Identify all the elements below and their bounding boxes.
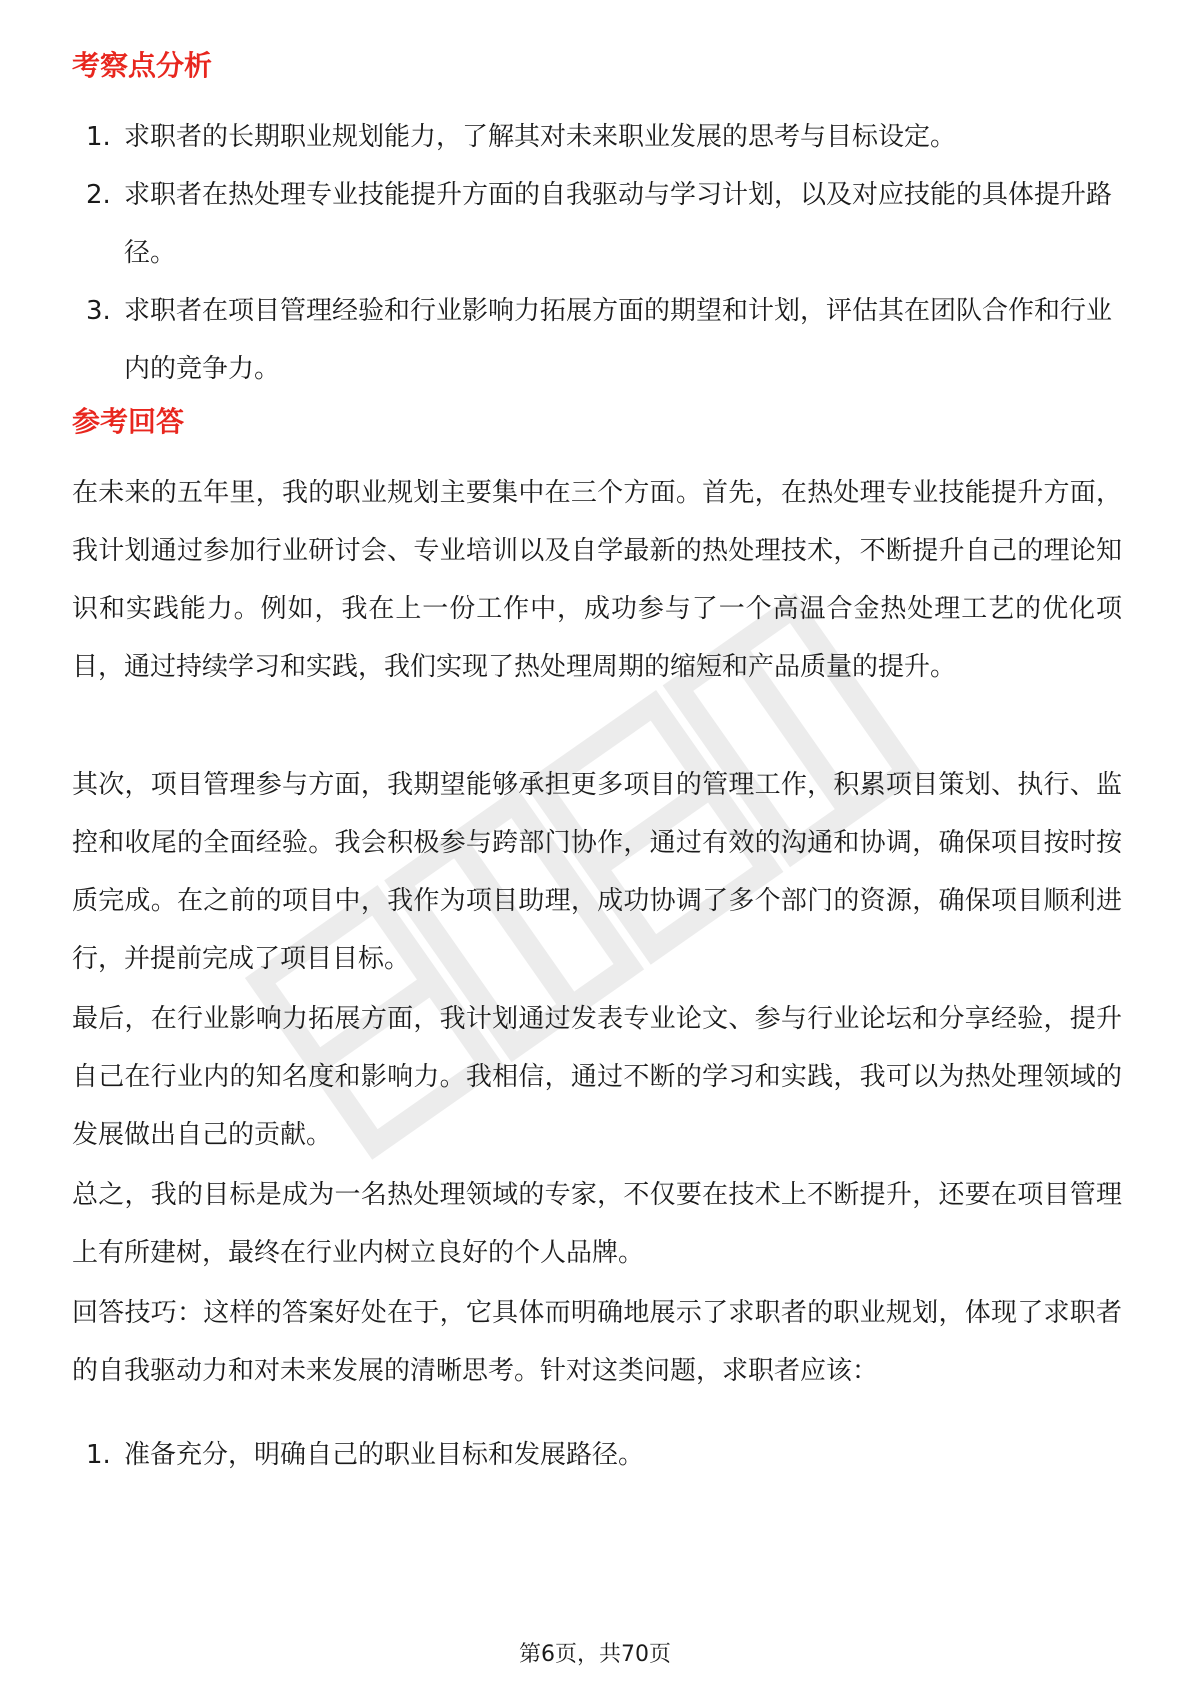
list-item-text: 求职者在热处理专业技能提升方面的自我驱动与学习计划，以及对应技能的具体提升路径。 bbox=[124, 180, 1113, 268]
list-item bbox=[72, 108, 1122, 166]
list-item-number: 2. bbox=[86, 180, 111, 210]
section-heading-analysis: 考察点分析 bbox=[72, 49, 213, 82]
list-item-number: 1. bbox=[86, 122, 111, 152]
list-item bbox=[72, 1426, 1122, 1484]
list-item-number: 3. bbox=[86, 296, 111, 326]
list-item-text: 求职者的长期职业规划能力，了解其对未来职业发展的思考与目标设定。 bbox=[124, 122, 957, 152]
answer-paragraph: 最后，在行业影响力拓展方面，我计划通过发表专业论文、参与行业论坛和分享经验，提升自己在行业内的知名度和影响力。我相信，通过不断的学习和实践，我可以为热处理领域的发展做出自己的贡献。 bbox=[72, 1004, 1122, 1150]
list-item bbox=[72, 282, 1122, 398]
answer-paragraph: 其次，项目管理参与方面，我期望能够承担更多项目的管理工作，积累项目策划、执行、监控和收尾的全面经验。我会积极参与跨部门协作，通过有效的沟通和协调，确保项目按时按质完成。在之前的项目中，我作为项目助理，成功协调了多个部门的资源，确保项目顺利进行，并提前完成了项目目标。 bbox=[72, 770, 1122, 974]
list-item-number: 1. bbox=[86, 1440, 111, 1470]
answer-paragraph: 在未来的五年里，我的职业规划主要集中在三个方面。首先，在热处理专业技能提升方面，我计划通过参加行业研讨会、专业培训以及自学最新的热处理技术，不断提升自己的理论知识和实践能力。例如，我在上一份工作中，成功参与了一个高温合金热处理工艺的优化项目，通过持续学习和实践，我们实现了热处理周期的缩短和产品质量的提升。 bbox=[72, 478, 1122, 682]
list-item-text: 求职者在项目管理经验和行业影响力拓展方面的期望和计划，评估其在团队合作和行业内的竞争力。 bbox=[124, 296, 1113, 384]
answer-paragraph: 总之，我的目标是成为一名热处理领域的专家，不仅要在技术上不断提升，还要在项目管理上有所建树，最终在行业内树立良好的个人品牌。 bbox=[72, 1180, 1122, 1268]
tips-list bbox=[72, 1426, 1122, 1484]
list-item bbox=[72, 166, 1122, 282]
page-number: 第6页，共70页 bbox=[519, 1642, 671, 1667]
list-item-text: 准备充分，明确自己的职业目标和发展路径。 bbox=[124, 1440, 645, 1470]
analysis-list bbox=[72, 108, 1122, 398]
answer-tips-paragraph: 回答技巧：这样的答案好处在于，它具体而明确地展示了求职者的职业规划，体现了求职者的自我驱动力和对未来发展的清晰思考。针对这类问题，求职者应该： bbox=[72, 1298, 1122, 1386]
section-heading-reference: 参考回答 bbox=[72, 405, 185, 438]
